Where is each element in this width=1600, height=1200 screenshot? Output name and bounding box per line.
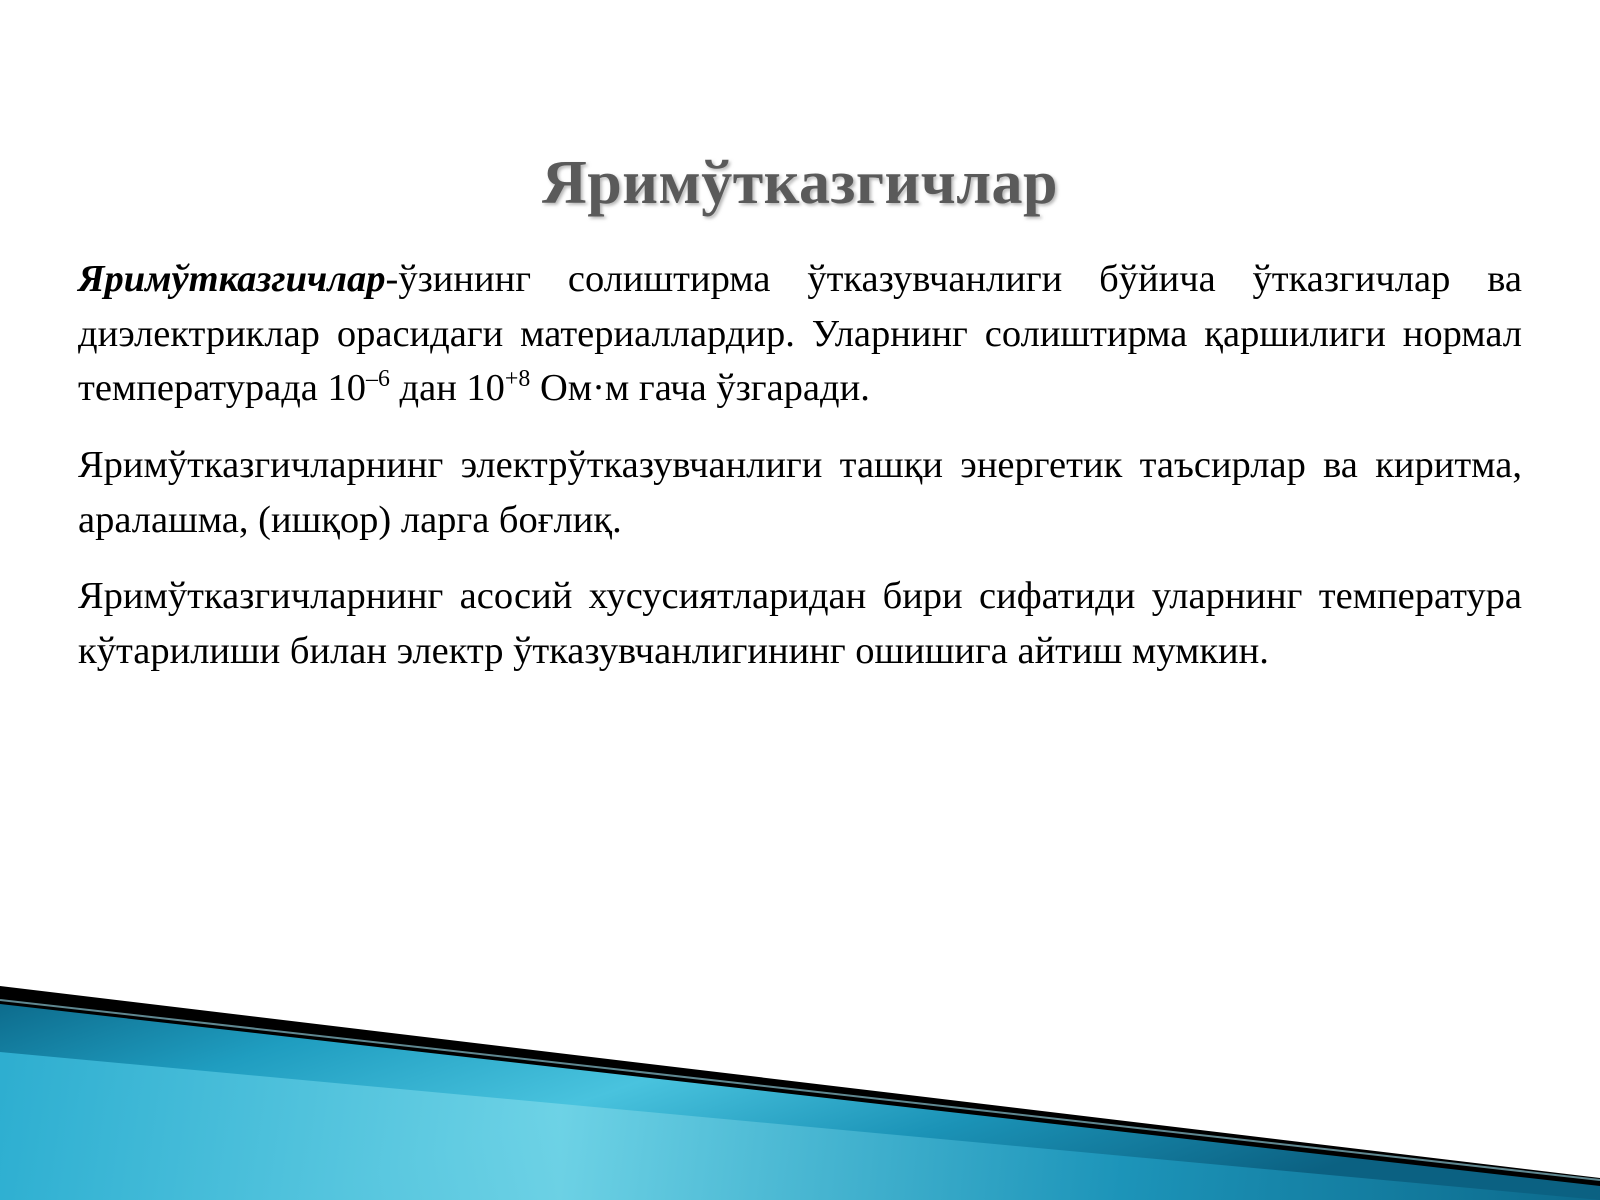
exponent-positive-eight: +8 bbox=[504, 366, 531, 393]
paragraph-1-text-a: -ўзининг солиштирма ўтказувчанлиги бўйича ўтказгичлар ва диэлектриклар орасидаги материаллардир. Уларнинг солиштирма қаршилиги нормал температурада 10 bbox=[78, 258, 1522, 410]
ribbon-black-wedge bbox=[0, 986, 1600, 1200]
paragraph-1-text-b: дан 10 bbox=[389, 367, 505, 410]
paragraph-1 bbox=[78, 252, 1522, 416]
slide-body bbox=[78, 252, 1522, 679]
ribbon-teal-wedge bbox=[0, 1004, 1600, 1200]
paragraph-1-text-c: Ом·м гача ўзгаради. bbox=[530, 367, 870, 410]
exponent-negative-six: –6 bbox=[366, 366, 390, 393]
ribbon-teal-band bbox=[0, 1052, 1600, 1200]
lead-term: Яримўтказгичлар bbox=[78, 258, 386, 300]
paragraph-3: Яримўтказгичларнинг асосий хусусиятларидан бири сифатиди уларнинг температура кўтарилиши билан электр ўтказувчанлигининг ошишига айтиш мумкин. bbox=[78, 575, 1522, 672]
bottom-ribbon bbox=[0, 940, 1600, 1200]
page-title: Яримўтказгичлар bbox=[542, 148, 1058, 217]
paragraph-2: Яримўтказгичларнинг электрўтказувчанлиги ташқи энергетик таъсирлар ва киритма, аралашма, (ишқор) ларга боғлиқ. bbox=[78, 443, 1522, 541]
ribbon-highlight-line bbox=[0, 1000, 1600, 1180]
